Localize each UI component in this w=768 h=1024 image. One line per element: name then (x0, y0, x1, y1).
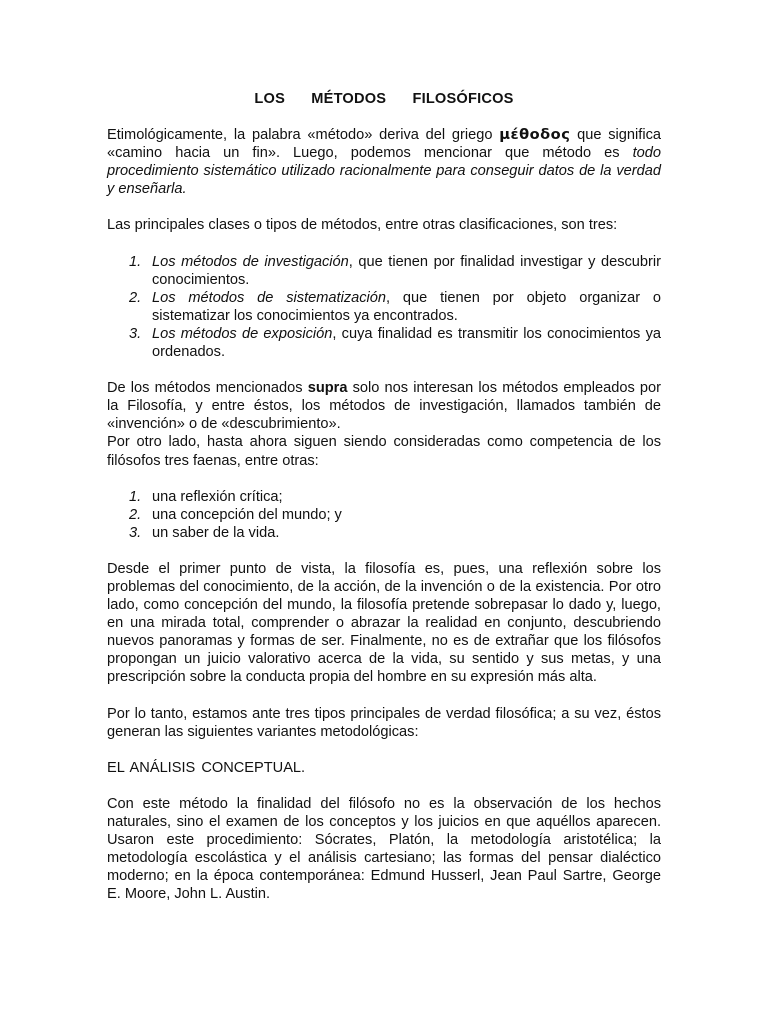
list-number: 2. (129, 506, 142, 523)
supra-text-a: De los métodos mencionados (107, 380, 308, 397)
paragraph-classes: Las principales clases o tipos de métodos, entre otras clasificaciones, son tres: (107, 217, 618, 234)
list-item (129, 325, 661, 361)
list-item (129, 289, 661, 325)
list-item-title: Los métodos de investigación (152, 253, 349, 270)
list-item-text: una concepción del mundo; y (152, 506, 342, 523)
paragraph-variants: Por lo tanto, estamos ante tres tipos principales de verdad filosófica; a su vez, éstos generan las siguientes variantes metodológicas: (107, 705, 661, 740)
list-number: 3. (129, 524, 142, 541)
list-item-text: , cuya finalidad es transmitir los conocimientos ya ordenados. (152, 325, 661, 361)
paragraph-supra (107, 379, 661, 433)
list-item (129, 524, 661, 542)
list-item-title: Los métodos de exposición (152, 325, 333, 342)
list-item-text: una reflexión crítica; (152, 488, 283, 505)
list-item (129, 488, 661, 506)
list-number: 1. (129, 253, 142, 270)
greek-word: μέθοδος (499, 126, 571, 144)
paragraph-reflection: Desde el primer punto de vista, la filosofía es, pues, una reflexión sobre los problemas del conocimiento, de la acción, de la invención o de la existencia. Por otro lado, como concepción del mundo, la filosofía pretende sobrepasar lo dado y, luego, en una mirada total, comprender o abrazar la realidad en conjunto, descubriendo nuevos panoramas y formas de ser. Finalmente, no es de extrañar que los filósofos propongan un juicio valorativo acerca de la vida, su sentido y sus metas, y una prescripción sobre la conducta propia del hombre en su expresión más alta. (107, 560, 661, 686)
list-number: 3. (129, 325, 142, 342)
list-item-text: , que tienen por finalidad investigar y descubrir conocimientos. (152, 253, 662, 288)
list-number: 1. (129, 488, 142, 505)
supra-bold: supra (307, 380, 348, 397)
list-item-text: un saber de la vida. (152, 524, 280, 541)
list-item (129, 253, 662, 289)
paragraph-conceptual-analysis: Con este método la finalidad del filósofo no es la observación de los hechos naturales, sino el examen de los conceptos y los juicios en que aquéllos aparecen. Usaron este procedimiento: Sócrates, Platón, la metodología aristotélica; la metodología escolástica y el análisis cartesiano; las formas del pensar dialéctico moderno; en la época contemporánea: Edmund Husserl, Jean Paul Sartre, George E. Moore, John L. Austin. (107, 795, 661, 903)
method-definition: todo procedimiento sistemático utilizado racionalmente para conseguir datos de la verdad y enseñarla. (107, 145, 661, 198)
list-item (129, 506, 661, 524)
supra-text-b: solo nos interesan los métodos empleados por la Filosofía, y entre éstos, los métodos de investigación, llamados también de «invención» o de «descubrimiento». (107, 380, 661, 433)
section-heading: EL ANÁLISIS CONCEPTUAL. (107, 759, 306, 776)
list-item-title: Los métodos de sistematización (152, 289, 387, 306)
etymology-text-a: Etimológicamente, la palabra «método» deriva del griego (107, 127, 500, 144)
list-number: 2. (129, 289, 142, 306)
page-title: LOS MÉTODOS FILOSÓFICOS (254, 91, 514, 107)
paragraph-etymology (107, 126, 661, 198)
etymology-text-b: que significa «camino hacia un fin». Luego, podemos mencionar que método es (107, 127, 661, 162)
list-item-text: , que tienen por objeto organizar o sistematizar los conocimientos ya encontrados. (152, 289, 661, 324)
methods-list (107, 253, 661, 362)
paragraph-tasks: Por otro lado, hasta ahora siguen siendo consideradas como competencia de los filósofos tres faenas, entre otras: (107, 434, 661, 469)
tasks-list (107, 488, 661, 542)
